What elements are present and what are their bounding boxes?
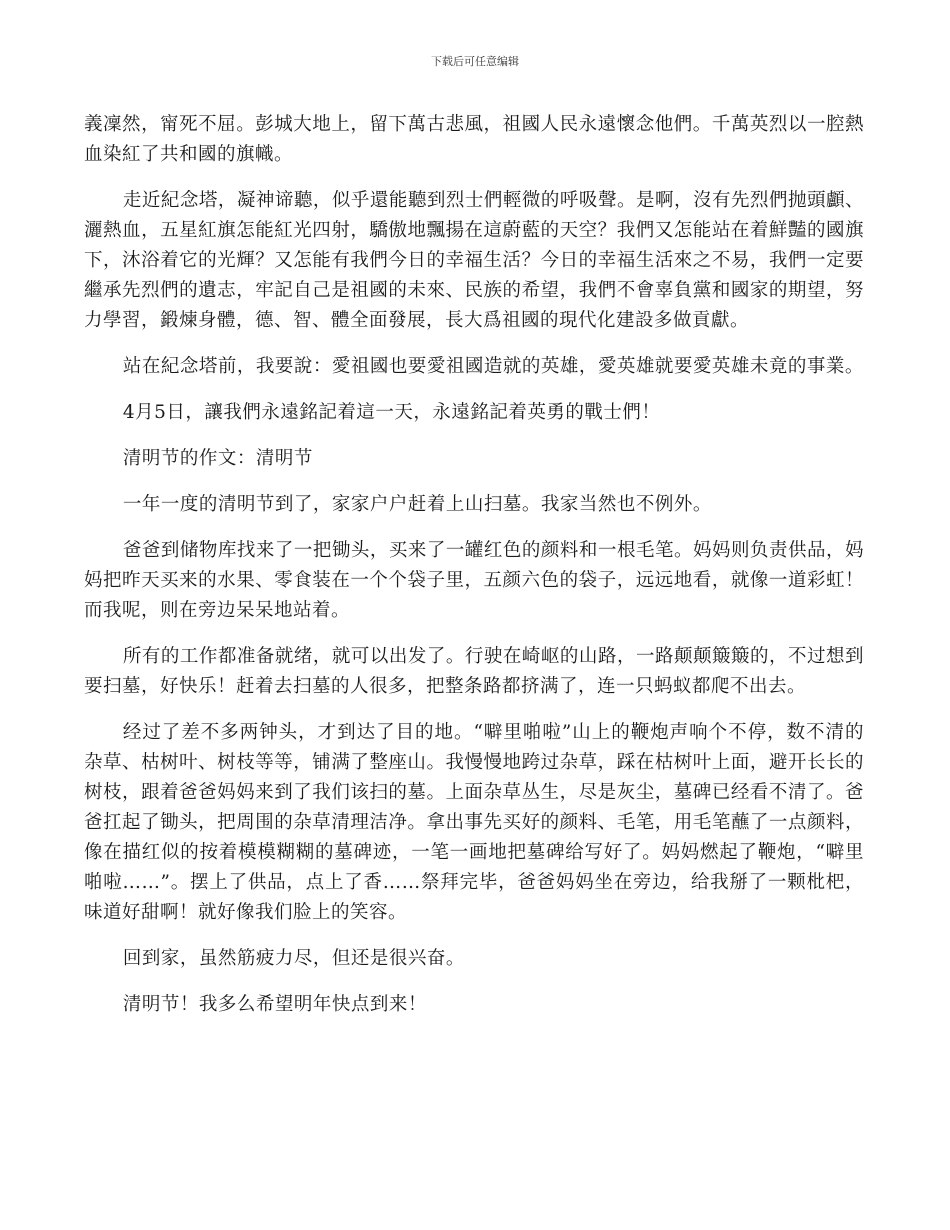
paragraph: 回到家，虽然筋疲力尽，但还是很兴奋。: [122, 948, 465, 969]
paragraph: 站在紀念塔前，我要說：愛祖國也要愛祖國造就的英雄，愛英雄就要愛英雄未竟的事業。: [122, 356, 864, 377]
paragraph: 走近紀念塔，凝神谛聽，似乎還能聽到烈士們輕微的呼吸聲。是啊，沒有先烈們抛頭顱、灑熱血，五星紅旗怎能紅光四射，驕傲地飄揚在這蔚藍的天空？我們又怎能站在着鮮豔的國旗下，沐浴着它的光輝？又怎能有我們今日的幸福生活？今日的幸福生活來之不易，我們一定要繼承先烈們的遺志，牢記自己是祖國的未來、民族的希望，我們不會辜負黨和國家的期望，努力學習，鍛煉身體，德、智、體全面發展，長大爲祖國的現代化建設多做貢獻。: [84, 190, 864, 331]
essay-title: 清明节的作文：清明节: [122, 448, 313, 469]
paragraph-continuation: 義凜然，甯死不屈。彭城大地上，留下萬古悲風，祖國人民永遠懷念他們。千萬英烈以一腔熱血染紅了共和國的旗幟。: [84, 114, 864, 165]
paragraph: 爸爸到储物库找来了一把锄头，买来了一罐红色的颜料和一根毛笔。妈妈则负责供品，妈妈把昨天买来的水果、零食装在一个个袋子里，五颜六色的袋子，远远地看，就像一道彩虹！而我呢，则在旁边呆呆地站着。: [84, 540, 864, 621]
page-header-note: 下载后可任意编辑: [431, 55, 519, 68]
paragraph: 经过了差不多两钟头，才到达了目的地。“噼里啪啦”山上的鞭炮声响个不停，数不清的杂草、枯树叶、树枝等等，铺满了整座山。我慢慢地跨过杂草，踩在枯树叶上面，避开长长的树枝，跟着爸爸妈妈来到了我们该扫的墓。上面杂草丛生，尽是灰尘，墓碑已经看不清了。爸爸扛起了锄头，把周围的杂草清理洁净。拿出事先买好的颜料、毛笔，用毛笔蘸了一点颜料，像在描红似的按着模模糊糊的墓碑迹，一笔一画地把墓碑给写好了。妈妈燃起了鞭炮，“噼里啪啦……”。摆上了供品，点上了香……祭拜完毕，爸爸妈妈坐在旁边，给我掰了一颗枇杷，味道好甜啊！就好像我们脸上的笑容。: [84, 722, 864, 923]
paragraph: 4月5日，讓我們永遠銘記着這一天，永遠銘記着英勇的戰士們！: [122, 402, 661, 423]
paragraph: 所有的工作都准备就绪，就可以出发了。行驶在崎岖的山路，一路颠颠簸簸的，不过想到要扫墓，好快乐！赶着去扫墓的人很多，把整条路都挤满了，连一只蚂蚁都爬不出去。: [84, 646, 864, 697]
paragraph: 清明节！我多么希望明年快点到来！: [122, 994, 427, 1015]
paragraph: 一年一度的清明节到了，家家户户赶着上山扫墓。我家当然也不例外。: [122, 494, 712, 515]
document-body: [84, 110, 864, 1036]
